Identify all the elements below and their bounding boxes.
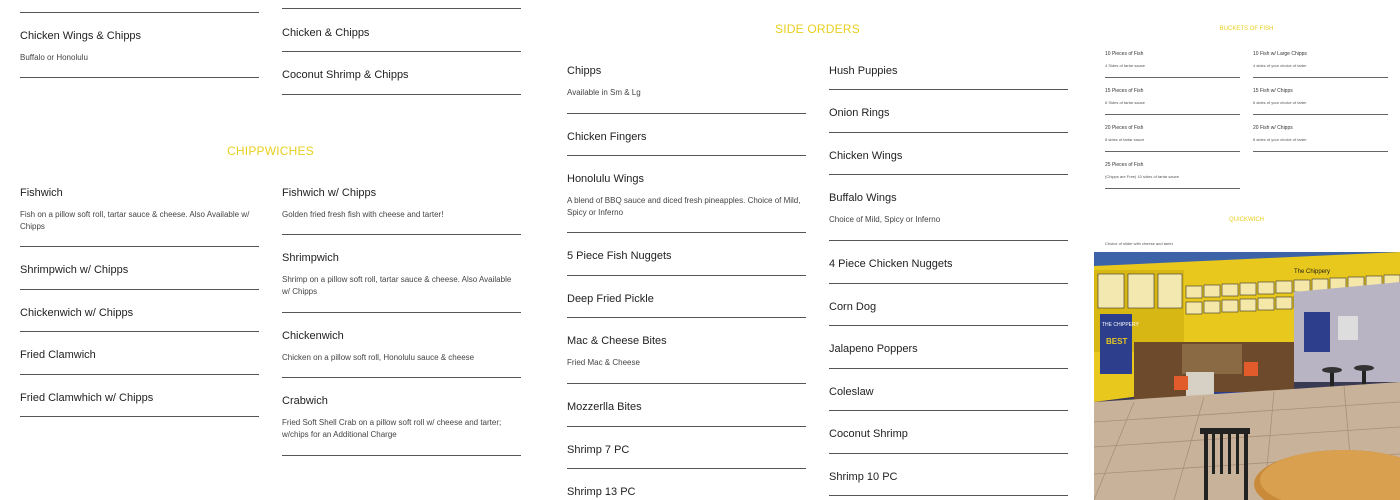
- menu-item[interactable]: [20, 391, 259, 417]
- menu-item[interactable]: [282, 251, 521, 313]
- item-name: Chipps: [567, 65, 602, 77]
- menu-item[interactable]: [567, 172, 806, 233]
- menu-item-top-rule: [282, 0, 521, 9]
- bucket-item[interactable]: [1105, 125, 1240, 152]
- bucket-item[interactable]: [1253, 51, 1388, 78]
- menu-item[interactable]: [829, 106, 1068, 133]
- item-desc: 6 sides of your choice of tarter: [1253, 100, 1307, 105]
- item-desc: Choice of Mild, Spicy or Inferno: [829, 215, 941, 224]
- quickwich-desc: Choice of slider with cheese and tarter: [1105, 241, 1174, 246]
- item-name: Deep Fried Pickle: [567, 293, 654, 305]
- item-desc: Fried Mac & Cheese: [567, 358, 640, 367]
- item-desc: Fish on a pillow soft roll, tartar sauce & cheese. Also Available w/ Chipps: [20, 210, 250, 231]
- item-desc: 8 sides of tartar sauce: [1105, 137, 1145, 142]
- item-name: Coconut Shrimp & Chipps: [282, 69, 409, 81]
- item-name: Chickenwich: [282, 330, 344, 342]
- menu-item[interactable]: [282, 26, 521, 52]
- section-title-quickwich: QUICKWICH: [1229, 217, 1264, 223]
- item-name: Fishwich: [20, 187, 63, 199]
- item-name: Coconut Shrimp: [829, 428, 908, 440]
- menu-item[interactable]: [282, 68, 521, 95]
- item-name: 20 Pieces of Fish: [1105, 125, 1144, 131]
- menu-item[interactable]: [20, 348, 259, 375]
- restaurant-interior-illustration: [1094, 252, 1400, 500]
- menu-item[interactable]: [829, 149, 1068, 175]
- menu-item[interactable]: [282, 186, 521, 235]
- bucket-item[interactable]: [1105, 51, 1240, 78]
- item-name: 4 Piece Chicken Nuggets: [829, 258, 953, 270]
- menu-item[interactable]: [829, 427, 1068, 454]
- item-name: 10 Pieces of Fish: [1105, 51, 1144, 57]
- item-name: Onion Rings: [829, 107, 890, 119]
- item-name: Coleslaw: [829, 386, 874, 398]
- menu-item[interactable]: [567, 443, 806, 469]
- item-desc: Fried Soft Shell Crab on a pillow soft roll w/ cheese and tarter; w/chips for an Additional Charge: [282, 418, 502, 439]
- item-name: 15 Pieces of Fish: [1105, 88, 1144, 94]
- item-name: 25 Pieces of Fish: [1105, 162, 1144, 168]
- item-name: Chicken Wings: [829, 150, 903, 162]
- menu-item[interactable]: [20, 263, 259, 290]
- item-desc: 8 sides of your choice of tarter: [1253, 137, 1307, 142]
- menu-item[interactable]: [20, 306, 259, 332]
- item-name: 10 Fish w/ Large Chipps: [1253, 51, 1307, 57]
- item-desc: (Chipps are Free) 10 sides of tartar sauce: [1105, 174, 1180, 179]
- item-name: Crabwich: [282, 395, 328, 407]
- item-name: Fried Clamwhich w/ Chipps: [20, 392, 154, 404]
- item-name: Shrimp 7 PC: [567, 444, 630, 456]
- menu-item[interactable]: [829, 300, 1068, 326]
- menu-item[interactable]: [829, 257, 1068, 284]
- item-desc: Buffalo or Honolulu: [20, 53, 88, 62]
- menu-item[interactable]: [829, 342, 1068, 369]
- bucket-item[interactable]: [1253, 88, 1388, 115]
- menu-item[interactable]: [829, 470, 1068, 496]
- item-name: Mac & Cheese Bites: [567, 335, 667, 347]
- item-name: Chickenwich w/ Chipps: [20, 307, 134, 319]
- item-name: Shrimpwich: [282, 252, 339, 264]
- item-name: Buffalo Wings: [829, 192, 897, 204]
- item-desc: 4 sides of your choice of tarter: [1253, 63, 1307, 68]
- menu-item[interactable]: [829, 64, 1068, 90]
- item-name: Hush Puppies: [829, 65, 898, 77]
- menu-item[interactable]: [567, 249, 806, 276]
- item-desc: Available in Sm & Lg: [567, 88, 641, 97]
- item-name: 15 Fish w/ Chipps: [1253, 88, 1293, 94]
- bucket-item[interactable]: [1105, 88, 1240, 115]
- menu-item-top-rule: [20, 0, 259, 13]
- section-title-buckets: BUCKETS OF FISH: [1219, 26, 1274, 32]
- item-name: 5 Piece Fish Nuggets: [567, 250, 672, 262]
- item-desc: 4 Sides of tartar sauce: [1105, 63, 1146, 68]
- menu-item[interactable]: [567, 130, 806, 156]
- item-desc: A blend of BBQ sauce and diced fresh pineapples. Choice of Mild, Spicy or Inferno: [567, 196, 801, 217]
- menu-item[interactable]: [20, 186, 259, 247]
- item-name: Chicken & Chipps: [282, 27, 370, 39]
- item-desc: Chicken on a pillow soft roll, Honolulu sauce & cheese: [282, 353, 475, 362]
- menu-item[interactable]: [567, 292, 806, 318]
- menu-item[interactable]: [829, 191, 1068, 241]
- bucket-item[interactable]: [1253, 125, 1388, 152]
- item-name: Chicken Fingers: [567, 131, 647, 143]
- restaurant-photo: [1094, 252, 1400, 500]
- item-name: Fishwich w/ Chipps: [282, 187, 377, 199]
- item-desc: Golden fried fresh fish with cheese and tarter!: [282, 210, 444, 219]
- item-name: Shrimp 13 PC: [567, 486, 636, 498]
- item-name: Jalapeno Poppers: [829, 343, 918, 355]
- item-name: Corn Dog: [829, 301, 877, 313]
- menu-item[interactable]: [282, 394, 521, 456]
- menu-item[interactable]: [567, 400, 806, 427]
- section-title-side-orders: SIDE ORDERS: [775, 22, 860, 36]
- item-desc: Shrimp on a pillow soft roll, tartar sauce & cheese. Also Available w/ Chipps: [282, 275, 512, 296]
- item-name: Honolulu Wings: [567, 173, 645, 185]
- item-name: 20 Fish w/ Chipps: [1253, 125, 1293, 131]
- sign-text: The Chippery: [1294, 269, 1331, 275]
- item-name: Mozzerlla Bites: [567, 401, 642, 413]
- item-desc: 6 Sides of tartar sauce: [1105, 100, 1146, 105]
- menu-item[interactable]: [567, 334, 806, 384]
- menu-item[interactable]: [567, 485, 806, 500]
- poster-banner-text: THE CHIPPERY: [1102, 322, 1139, 328]
- menu-item[interactable]: [20, 29, 259, 78]
- section-title-chippwiches: CHIPPWICHES: [227, 144, 314, 158]
- item-name: Chicken Wings & Chipps: [20, 30, 142, 42]
- item-name: Shrimpwich w/ Chipps: [20, 264, 129, 276]
- poster-best-text: BEST: [1106, 337, 1128, 346]
- item-name: Shrimp 10 PC: [829, 471, 898, 483]
- bucket-item[interactable]: [1105, 162, 1240, 189]
- menu-item[interactable]: [282, 329, 521, 378]
- item-name: Fried Clamwich: [20, 349, 96, 361]
- menu-item[interactable]: [567, 64, 806, 114]
- menu-item[interactable]: [829, 385, 1068, 411]
